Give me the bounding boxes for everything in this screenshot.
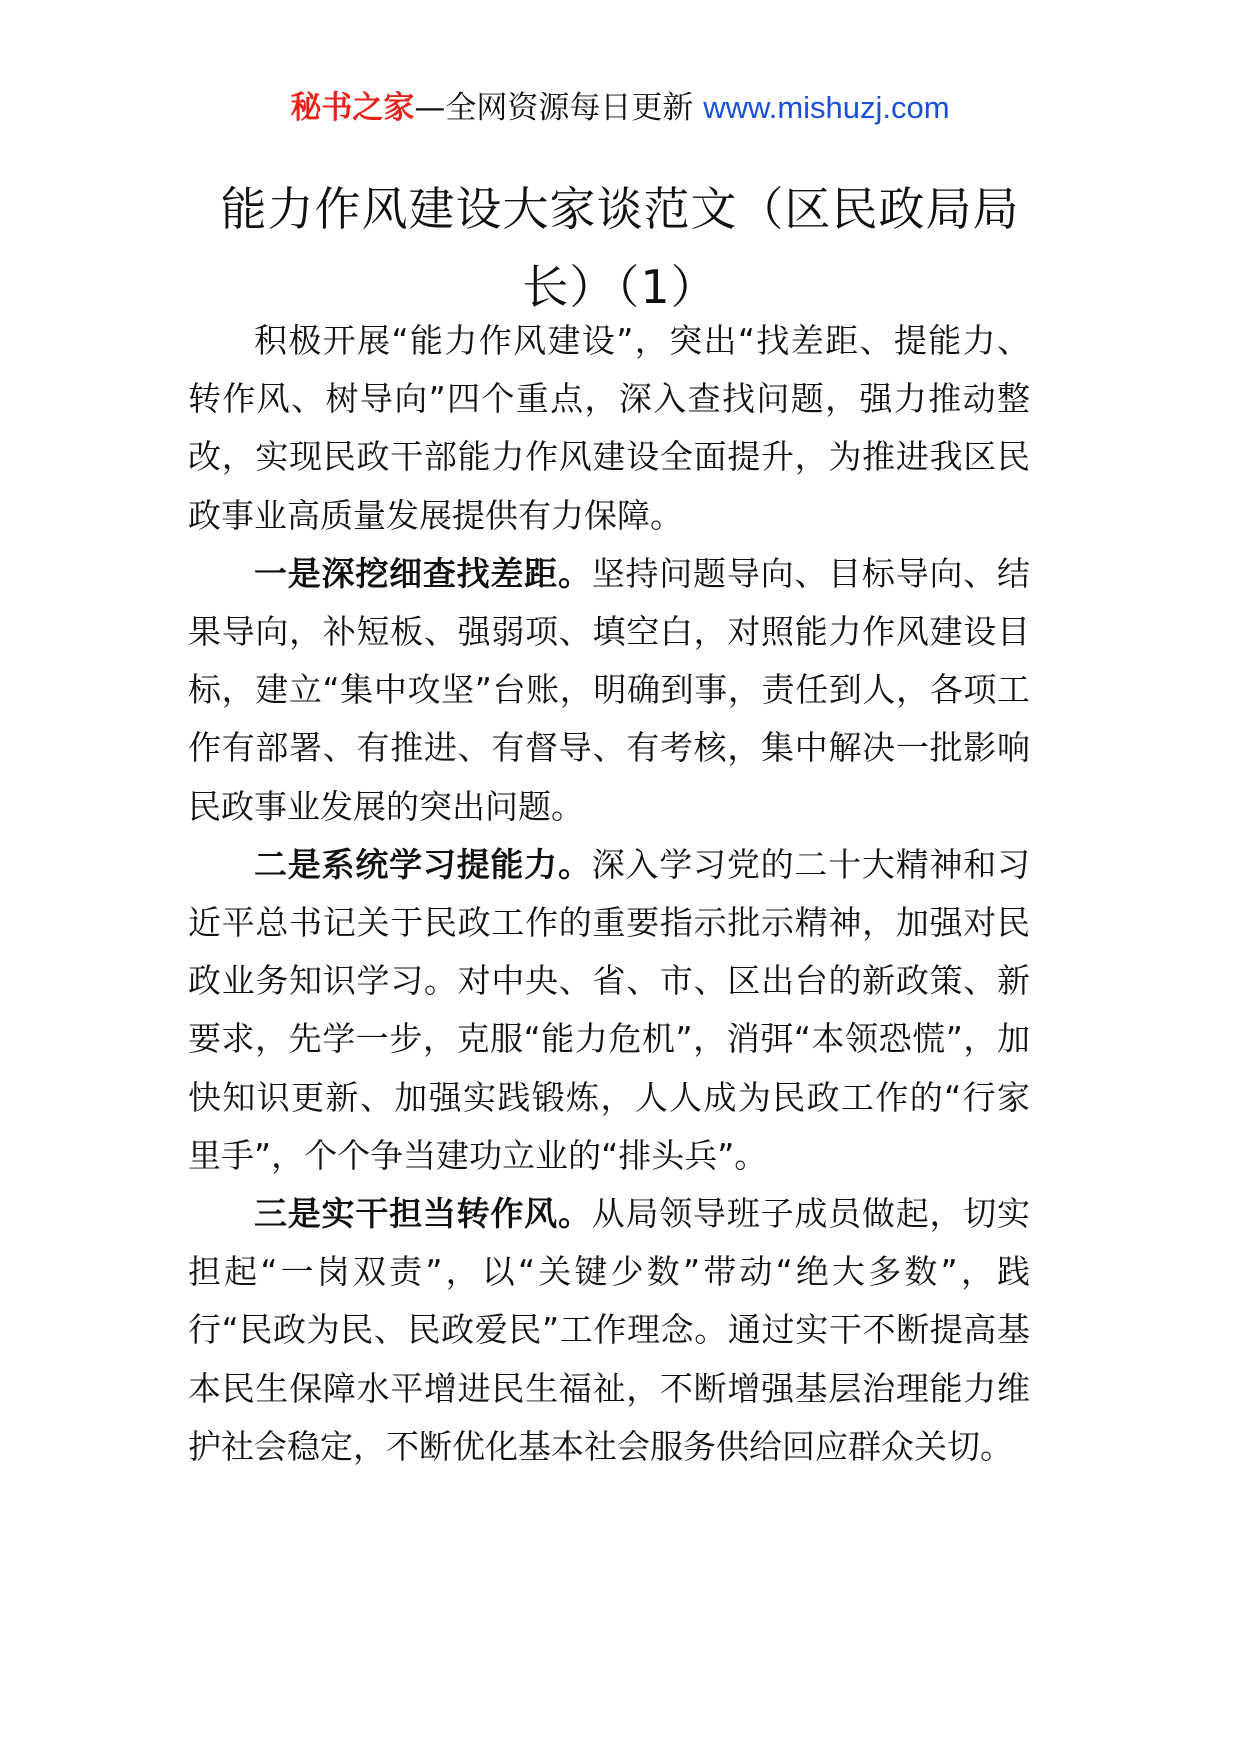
site-header xyxy=(0,86,1240,130)
paragraph-intro xyxy=(188,312,1030,545)
paragraph-point-3 xyxy=(188,1185,1030,1476)
site-url-link[interactable]: www.mishuzj.com xyxy=(703,90,950,125)
paragraph-text: 坚持问题导向、目标导向、结果导向，补短板、强弱项、填空白，对照能力作风建设目标，建立“集中攻坚”台账，明确到事，责任到人，各项工作有部署、有推进、有督导、有考核，集中解决一批影响民政事业发展的突出问题。 xyxy=(188,553,1031,826)
document-body xyxy=(188,312,1030,1476)
brand-name: 秘书之家 xyxy=(290,90,415,126)
paragraph-text: 从局领导班子成员做起，切实担起“一岗双责”，以“关键少数”带动“绝大多数”，践行“民政为民、民政爱民”工作理念。通过实干不断提高基本民生保障水平增进民生福祉，不断增强基层治理能力维护社会稳定，不断优化基本社会服务供给回应群众关切。 xyxy=(188,1194,1031,1466)
paragraph-text: 积极开展“能力作风建设”，突出“找差距、提能力、转作风、树导向”四个重点，深入查找问题，强力推动整改，实现民政干部能力作风建设全面提升，为推进我区民政事业高质量发展提供有力保障。 xyxy=(188,321,1030,535)
paragraph-point-1 xyxy=(188,545,1030,836)
document-title: 能力作风建设大家谈范文（区民政局局长）（1） xyxy=(220,182,1020,314)
paragraph-point-2 xyxy=(188,836,1030,1185)
paragraph-lead: 三是实干担当转作风。 xyxy=(254,1194,592,1234)
header-tagline: —全网资源每日更新 xyxy=(414,90,694,126)
paragraph-lead: 二是系统学习提能力。 xyxy=(254,844,592,884)
paragraph-text: 深入学习党的二十大精神和习近平总书记关于民政工作的重要指示批示精神，加强对民政业务知识学习。对中央、省、市、区出台的新政策、新要求，先学一步，克服“能力危机”，消弭“本领恐慌”，加快知识更新、加强实践锻炼，人人成为民政工作的“行家里手”，个个争当建功立业的“排头兵”。 xyxy=(188,844,1031,1175)
paragraph-lead: 一是深挖细查找差距。 xyxy=(254,553,592,593)
